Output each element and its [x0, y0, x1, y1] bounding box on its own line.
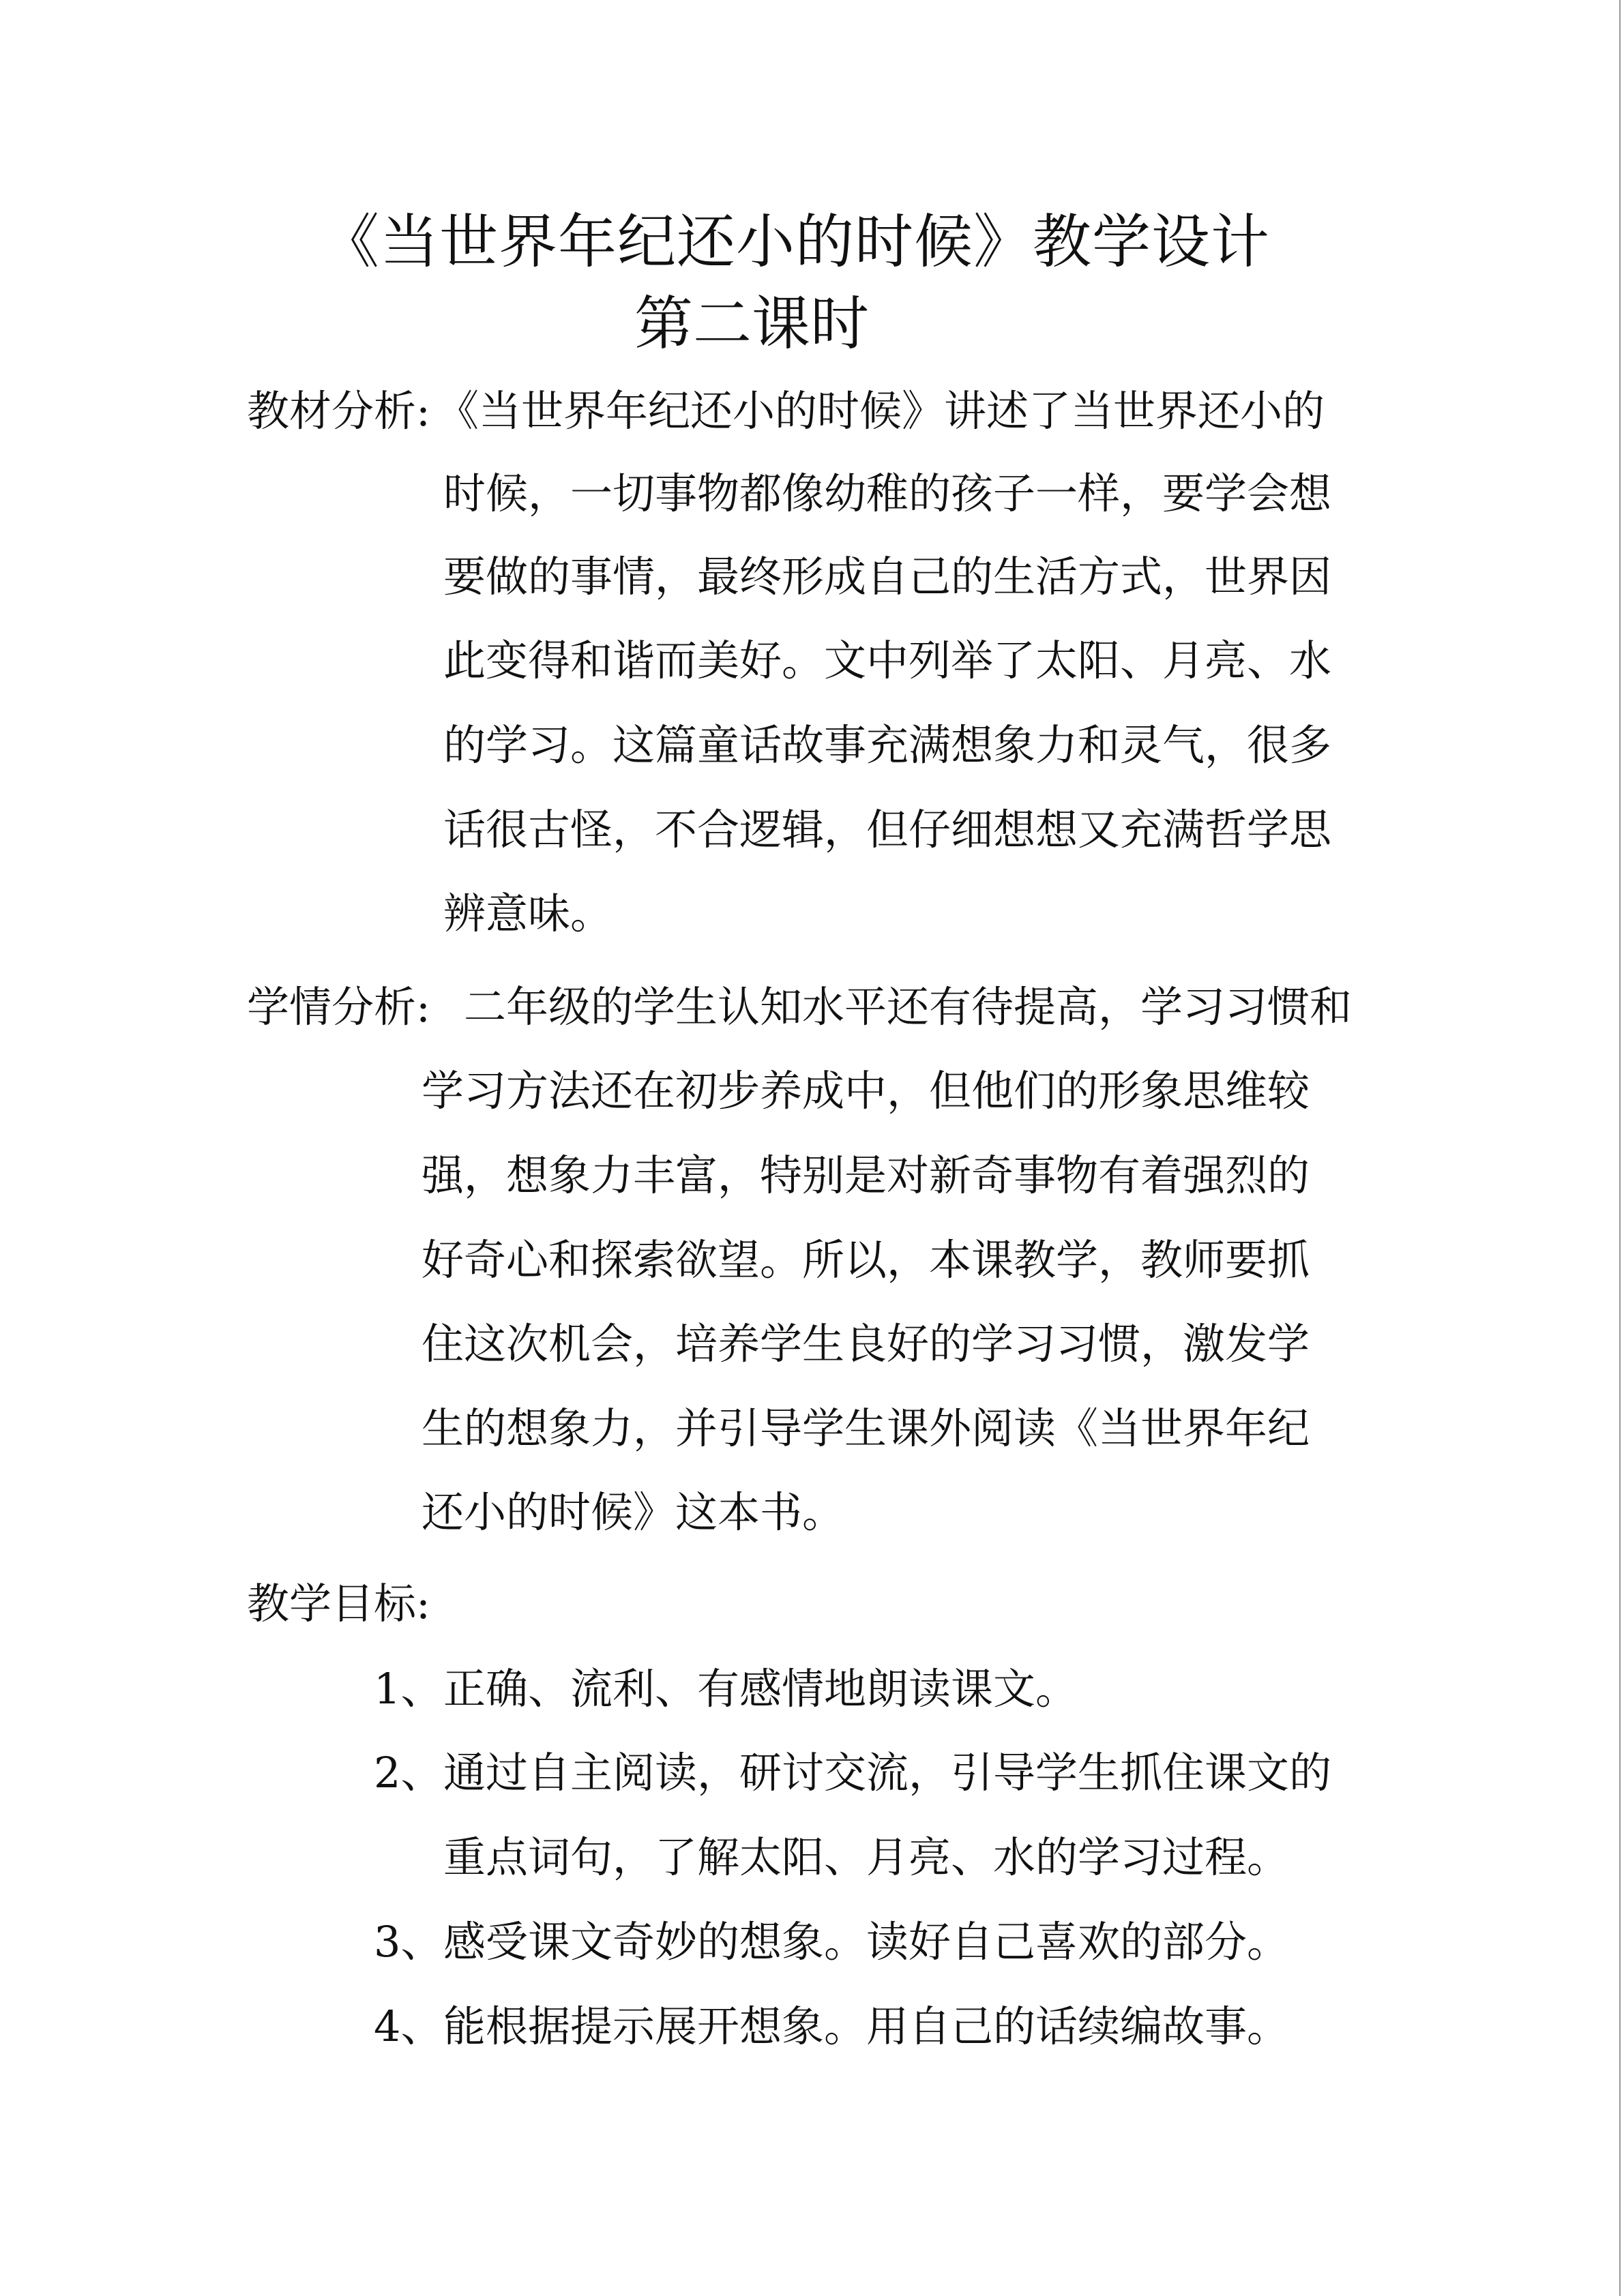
student-analysis-line: 学习方法还在初步养成中，但他们的形象思维较: [422, 1066, 1310, 1116]
textbook-analysis-line: 此变得和谐而美好。文中列举了太阳、月亮、水: [443, 636, 1332, 685]
document-subtitle: 第二课时: [634, 290, 869, 358]
page-edge-divider: [1619, 0, 1621, 2296]
goal-text: 感受课文奇妙的想象。读好自己喜欢的部分。: [443, 1917, 1290, 1967]
student-analysis-line: 好奇心和探索欲望。所以，本课教学，教师要抓: [422, 1235, 1310, 1285]
goal-text: 重点词句，了解太阳、月亮、水的学习过程。: [443, 1832, 1290, 1882]
goal-text: 能根据提示展开想象。用自己的话续编故事。: [443, 2001, 1290, 2051]
student-analysis-line: 二年级的学生认知水平还有待提高，学习习惯和: [464, 982, 1353, 1032]
goal-text: 通过自主阅读，研讨交流，引导学生抓住课文的: [443, 1748, 1332, 1798]
textbook-analysis-line: 的学习。这篇童话故事充满想象力和灵气，很多: [443, 720, 1332, 770]
goal-number: 3、: [374, 1917, 443, 1967]
textbook-analysis-label: 教材分析:: [247, 386, 430, 436]
goal-text: 正确、流利、有感情地朗读课文。: [443, 1664, 1078, 1714]
goal-number: 4、: [374, 2001, 443, 2051]
textbook-analysis-line: 要做的事情，最终形成自己的生活方式，世界因: [443, 552, 1332, 601]
student-analysis-line: 强，想象力丰富，特别是对新奇事物有着强烈的: [422, 1150, 1310, 1200]
teaching-goals-label: 教学目标:: [247, 1579, 430, 1628]
student-analysis-line: 住这次机会，培养学生良好的学习习惯，激发学: [422, 1319, 1310, 1369]
textbook-analysis-line: 辨意味。: [443, 889, 613, 938]
goal-number: 2、: [374, 1748, 443, 1798]
student-analysis-line: 生的想象力，并引导学生课外阅读《当世界年纪: [422, 1403, 1310, 1453]
student-analysis-label: 学情分析:: [247, 982, 430, 1032]
textbook-analysis-line: 话很古怪，不合逻辑，但仔细想想又充满哲学思: [443, 805, 1332, 854]
textbook-analysis-line: 时候，一切事物都像幼稚的孩子一样，要学会想: [443, 468, 1332, 518]
student-analysis-line: 还小的时候》这本书。: [422, 1487, 845, 1537]
goal-number: 1、: [374, 1664, 443, 1714]
textbook-analysis-line: 《当世界年纪还小的时候》讲述了当世界还小的: [437, 386, 1325, 436]
document-title: 《当世界年纪还小的时候》教学设计: [321, 208, 1270, 276]
